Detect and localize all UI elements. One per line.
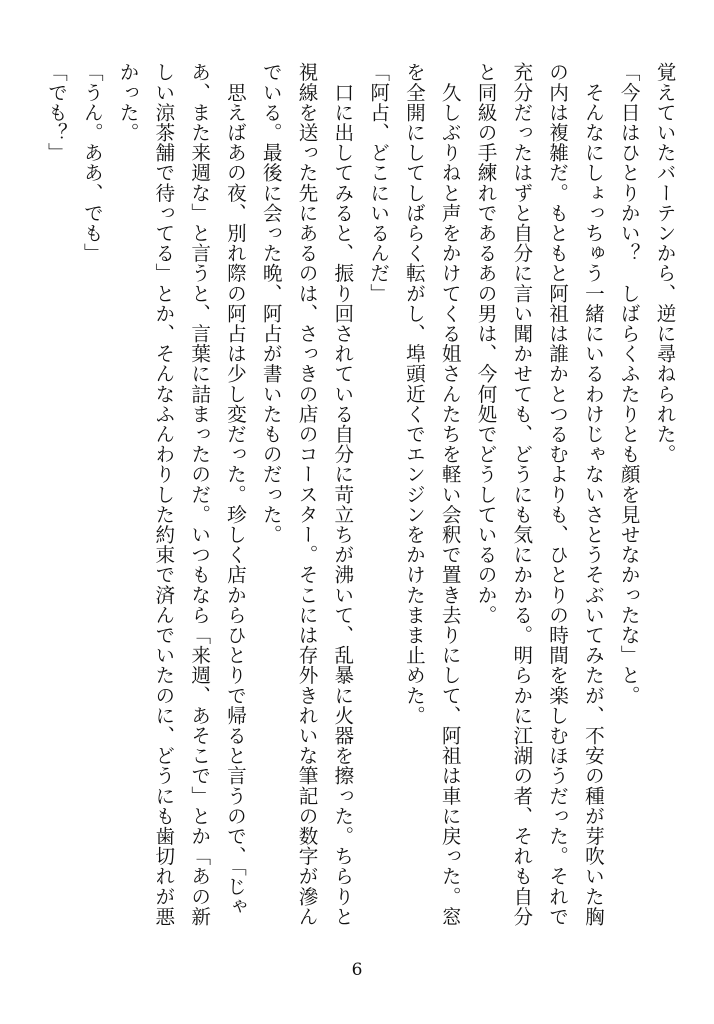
paragraph-6: 口に出してみると、振り回されている自分に苛立ちが沸いて、乱暴に火器を擦った。ちらりと視線を送った先にあるのは、さっきの店のコースター。そこには存外きれいな筆記の数字が滲んでいる。最後に会った晩、阿占が書いたものだった。	[259, 62, 354, 927]
paragraph-9: 「でも？」	[44, 62, 68, 163]
paragraph-3: そんなにしょっちゅう一緒にいるわけじゃないさとうそぶいてみたが、不安の種が芽吹いた胸の内は複雑だ。もともと阿祖は誰かとつるむよりも、ひとりの時間を楽しむほうだった。それで充分だったはずと自分に言い聞かせても、どうにも気にかかる。明らかに江湖の者、それも自分と同級の手練れであるあの男は、今何処でどうしているのか。	[474, 62, 605, 927]
paragraph-8: 「うん。ああ、でも」	[80, 62, 104, 263]
page-number: 6	[351, 960, 363, 980]
paragraph-7: 思えばあの夜、別れ際の阿占は少し変だった。珍しく店からひとりで帰ると言うので、「じゃあ、また来週な」と言うと、言葉に詰まったのだ。いつもなら「来週、あそこで」とか「あの新しい涼茶舗で待ってる」とか、そんなふんわりした約束で済んでいたのに、どうにも歯切れが悪かった。	[116, 62, 247, 927]
paragraph-1: 覚えていたバーテンから、逆に尋ねられた。	[653, 62, 676, 464]
paragraph-5: 「阿占、どこにいるんだ」	[366, 62, 390, 304]
paragraph-4: 久しぶりねと声をかけてくる姐さんたちを軽い会釈で置き去りにして、阿祖は車に戻った。窓を全開にしてしばらく転がし、埠頭近くでエンジンをかけたまま止めた。	[402, 62, 462, 927]
vertical-text-body	[32, 62, 682, 942]
paragraph-2: 「今日はひとりかい？ しばらくふたりとも顔を見せなかったな」と。	[617, 62, 641, 706]
